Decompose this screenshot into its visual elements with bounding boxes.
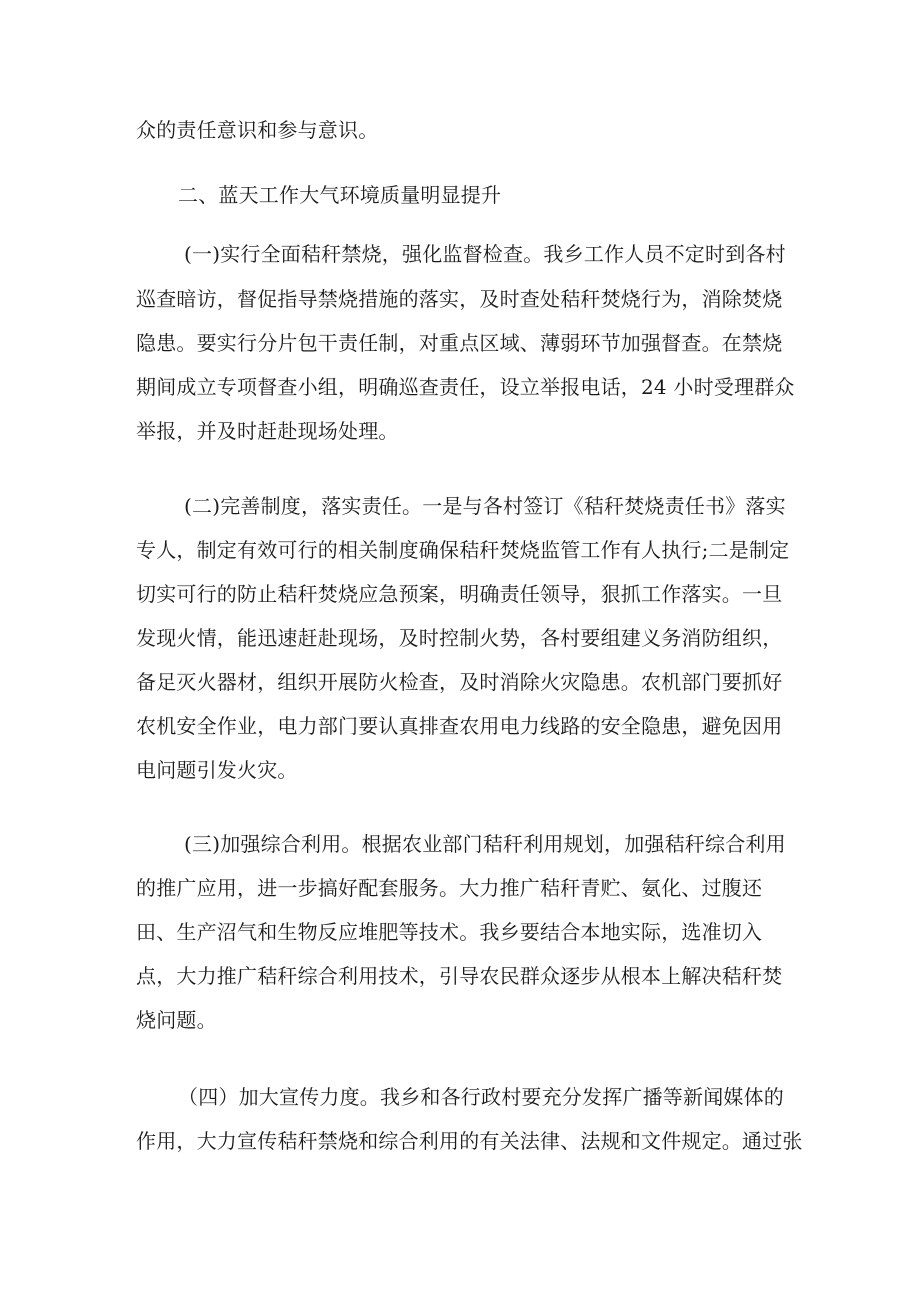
- paragraph-line: （四）加大宣传力度。我乡和各行政村要充分发挥广播等新闻媒体的: [178, 1085, 784, 1109]
- paragraph-line: 电问题引发火灾。: [136, 758, 298, 782]
- paragraph-line: 点，大力推广秸秆综合利用技术，引导农民群众逐步从根本上解决秸秆焚: [136, 964, 783, 988]
- paragraph-line: (二)完善制度，落实责任。一是与各村签订《秸秆焚烧责任书》落实: [184, 494, 786, 518]
- paragraph-line: 专人，制定有效可行的相关制度确保秸秆焚烧监管工作有人执行;二是制定: [136, 538, 790, 562]
- paragraph-line: 的推广应用，进一步搞好配套服务。大力推广秸秆青贮、氨化、过腹还: [136, 876, 763, 900]
- paragraph-line: 巡查暗访，督促指导禁烧措施的落实，及时查处秸秆焚烧行为，消除焚烧: [136, 287, 783, 311]
- paragraph-line: (一)实行全面秸秆禁烧，强化监督检查。我乡工作人员不定时到各村: [184, 242, 786, 266]
- paragraph-line: (三)加强综合利用。根据农业部门秸秆利用规划，加强秸秆综合利用: [184, 832, 786, 856]
- paragraph-line: 切实可行的防止秸秆焚烧应急预案，明确责任领导，狠抓工作落实。一旦: [136, 582, 783, 606]
- paragraph-line: 备足灭火器材，组织开展防火检查，及时消除火灾隐患。农机部门要抓好: [136, 670, 783, 694]
- paragraph-line: 发现火情，能迅速赶赴现场，及时控制火势，各村要组建义务消防组织，: [136, 626, 783, 650]
- paragraph-line: 期间成立专项督查小组，明确巡查责任，设立举报电话，24 小时受理群众: [136, 375, 795, 399]
- paragraph-line: 烧问题。: [136, 1008, 217, 1032]
- paragraph-line: 农机安全作业，电力部门要认真排查农用电力线路的安全隐患，避免因用: [136, 714, 783, 738]
- section-heading: 二、蓝天工作大气环境质量明显提升: [178, 183, 502, 207]
- paragraph-line: 隐患。要实行分片包干责任制，对重点区域、薄弱环节加强督查。在禁烧: [136, 331, 783, 355]
- paragraph-line: 作用，大力宣传秸秆禁烧和综合利用的有关法律、法规和文件规定。通过张: [136, 1129, 803, 1153]
- paragraph-line: 举报，并及时赶赴现场处理。: [136, 419, 399, 443]
- paragraph-line: 田、生产沼气和生物反应堆肥等技术。我乡要结合本地实际，选准切入: [136, 920, 763, 944]
- paragraph-line: 众的责任意识和参与意识。: [136, 118, 379, 142]
